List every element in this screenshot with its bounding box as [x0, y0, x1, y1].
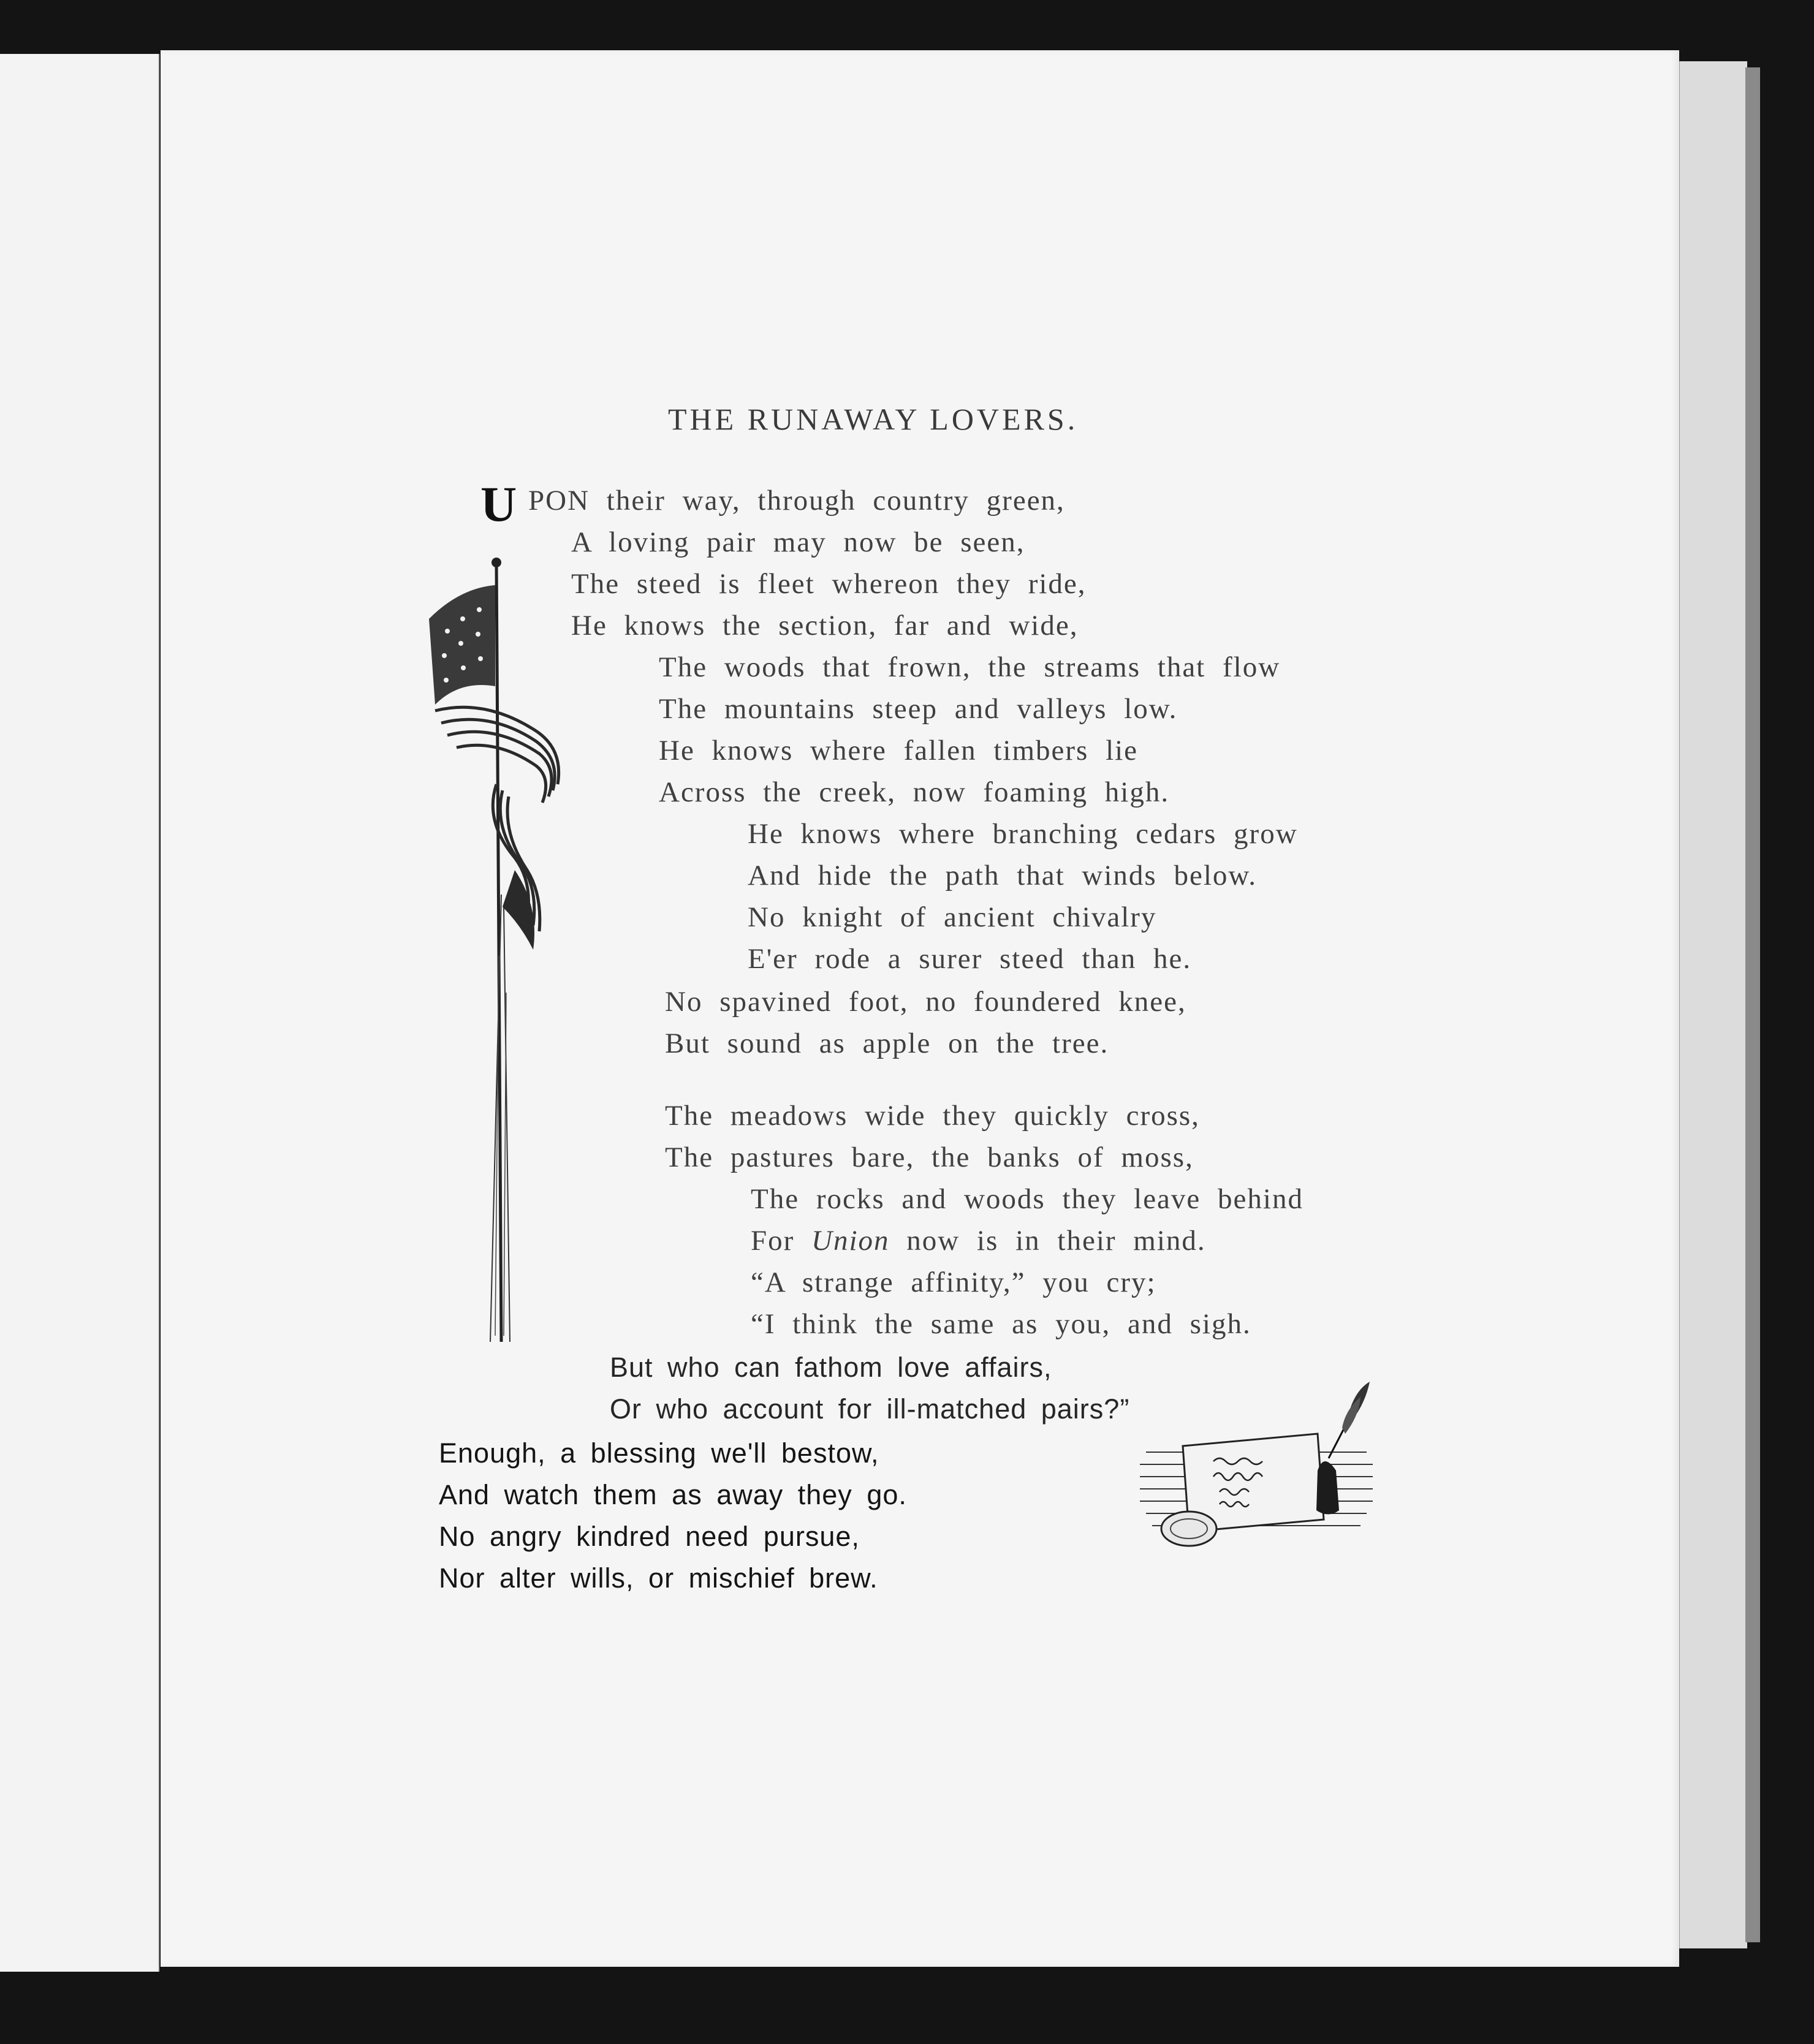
drop-cap: U [480, 476, 517, 532]
flag-illustration [423, 527, 576, 1348]
poem-title: THE RUNAWAY LOVERS. [668, 402, 1079, 436]
poem-line-18 [751, 1224, 1206, 1257]
poem-line-2: A loving pair may now be seen, [571, 526, 1025, 558]
poem-line-26: Nor alter wills, or mischief brew. [439, 1562, 878, 1594]
poem-line-9: He knows where branching cedars grow [748, 818, 1298, 850]
underlying-page-shadow [1745, 67, 1760, 1942]
poem-line-15: The meadows wide they quickly cross, [665, 1100, 1200, 1132]
poem-line-5: The woods that frown, the streams that flow [659, 651, 1281, 683]
poem-line-19: “A strange affinity,” you cry; [751, 1266, 1156, 1298]
union-line-rest: now is in their mind. [906, 1225, 1206, 1257]
poem-line-3: The steed is fleet whereon they ride, [571, 568, 1087, 600]
poem-line-4: He knows the section, far and wide, [571, 610, 1079, 642]
poem-line-12: E'er rode a surer steed than he. [748, 943, 1192, 975]
poem-line-22: Or who account for ill-matched pairs?” [610, 1393, 1130, 1425]
will-scroll-illustration [1134, 1379, 1379, 1575]
left-page-edge [0, 54, 159, 1972]
poem-line-17: The rocks and woods they leave behind [751, 1183, 1304, 1215]
poem-line-8: Across the creek, now foaming high. [659, 776, 1170, 808]
poem-line-20: “I think the same as you, and sigh. [751, 1308, 1251, 1340]
poem-line-13: No spavined foot, no foundered knee, [665, 986, 1186, 1018]
poem-line-23: Enough, a blessing we'll bestow, [439, 1437, 879, 1469]
poem-line-14: But sound as apple on the tree. [665, 1028, 1109, 1059]
poem-line-1: PON their way, through country green, [528, 485, 1065, 517]
poem-line-16: The pastures bare, the banks of moss, [665, 1141, 1194, 1173]
poem-line-11: No knight of ancient chivalry [748, 901, 1157, 933]
poem-line-24: And watch them as away they go. [439, 1479, 907, 1510]
poem-line-21: But who can fathom love affairs, [610, 1352, 1052, 1383]
union-word: Union [811, 1225, 890, 1257]
poem-line-10: And hide the path that winds below. [748, 860, 1258, 891]
union-prefix: For [751, 1225, 795, 1257]
poem-line-6: The mountains steep and valleys low. [659, 693, 1178, 725]
underlying-page-edge [1678, 61, 1747, 1948]
poem-line-7: He knows where fallen timbers lie [659, 735, 1139, 766]
poem-line-25: No angry kindred need pursue, [439, 1521, 860, 1552]
